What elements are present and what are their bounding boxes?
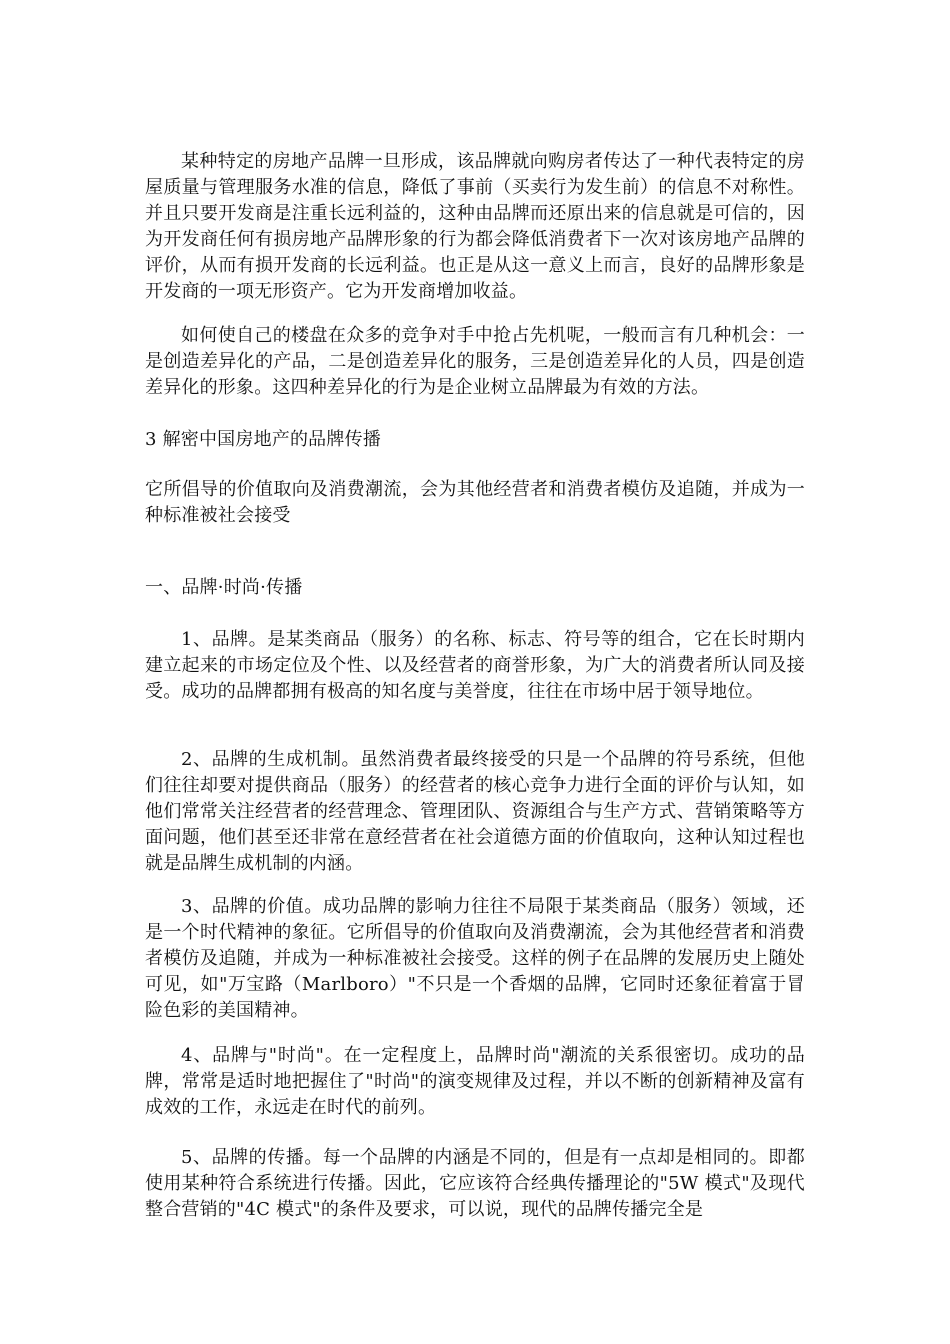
paragraph-brand-value: 3、品牌的价值。成功品牌的影响力往往不局限于某类商品（服务）领域，还是一个时代精神的象征。它所倡导的价值取向及消费潮流，会为其他经营者和消费者模仿及追随，并成为一种标准被社会接受。这样的例子在品牌的发展历史上随处可见，如"万宝路（Marlboro）"不只是一个香烟的品牌，它同时还象征着富于冒险色彩的美国精神。 [145,896,805,1021]
paragraph-brand-communication: 5、品牌的传播。每一个品牌的内涵是不同的，但是有一点却是相同的。即都使用某种符合系统进行传播。因此，它应该符合经典传播理论的"5W 模式"及现代整合营销的"4C 模式"的条件及要求，可以说，现代的品牌传播完全是 [145,1147,805,1220]
section-heading-brand-communication: 3 解密中国房地产的品牌传播 [145,429,381,450]
paragraph-brand-definition: 1、品牌。是某类商品（服务）的名称、标志、符号等的组合，它在长时期内建立起来的市场定位及个性、以及经营者的商誉形象，为广大的消费者所认同及接受。成功的品牌都拥有极高的知名度与美誉度，往往在市场中居于领导地位。 [145,629,805,702]
subheading-brand-fashion-communication: 一、品牌·时尚·传播 [145,577,303,598]
paragraph-value-orientation: 它所倡导的价值取向及消费潮流，会为其他经营者和消费者模仿及追随，并成为一种标准被社会接受 [145,479,805,526]
paragraph-brand-information: 某种特定的房地产品牌一旦形成，该品牌就向购房者传达了一种代表特定的房屋质量与管理服务水准的信息，降低了事前（买卖行为发生前）的信息不对称性。并且只要开发商是注重长远利益的，这种由品牌而还原出来的信息就是可信的，因为开发商任何有损房地产品牌形象的行为都会降低消费者下一次对该房地产品牌的评价，从而有损开发商的长远利益。也正是从这一意义上而言，良好的品牌形象是开发商的一项无形资产。它为开发商增加收益。 [145,151,805,302]
paragraph-differentiation: 如何使自己的楼盘在众多的竞争对手中抢占先机呢，一般而言有几种机会：一是创造差异化的产品，二是创造差异化的服务，三是创造差异化的人员，四是创造差异化的形象。这四种差异化的行为是企业树立品牌最为有效的方法。 [145,325,805,398]
paragraph-brand-fashion: 4、品牌与"时尚"。在一定程度上，品牌时尚"潮流的关系很密切。成功的品牌，常常是适时地把握住了"时尚"的演变规律及过程，并以不断的创新精神及富有成效的工作，永远走在时代的前列。 [145,1045,805,1118]
paragraph-brand-generation: 2、品牌的生成机制。虽然消费者最终接受的只是一个品牌的符号系统，但他们往往却要对提供商品（服务）的经营者的核心竞争力进行全面的评价与认知，如他们常常关注经营者的经营理念、管理团队、资源组合与生产方式、营销策略等方面问题，他们甚至还非常在意经营者在社会道德方面的价值取向，这种认知过程也就是品牌生成机制的内涵。 [145,749,805,874]
